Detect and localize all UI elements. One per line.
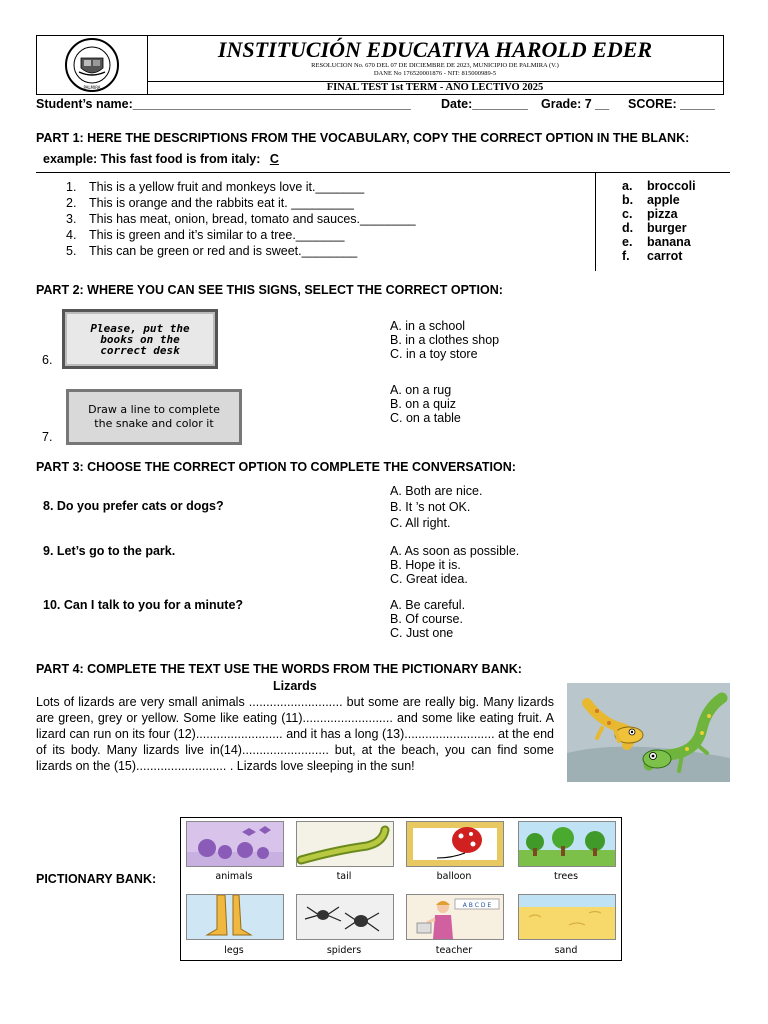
student-name-field[interactable]: Student’s name:________________________________________ (36, 97, 411, 111)
board-letters: A B C D E (462, 902, 492, 909)
answer-option[interactable]: B. Of course. (390, 612, 463, 626)
q6-options (390, 319, 499, 361)
question-9: 9. Let’s go to the park. (43, 544, 176, 558)
sand-picture (518, 894, 616, 940)
part1-divider (595, 172, 596, 271)
svg-text:PALMIRA: PALMIRA (83, 85, 101, 90)
resolution-text: RESOLUCION No. 670 DEL 07 DE DICIEMBRE DE 2023, MUNICIPIO DE PALMIRA (V.) (311, 62, 559, 69)
question-10: 10. Can I talk to you for a minute? (43, 598, 244, 612)
bank-word: trees (553, 871, 579, 882)
lizards-paragraph: Lots of lizards are very small animals ........................... but some are really big. Many lizards are green, grey or yellow. Some like eating (11).......................... and some like eating fruit. A lizard can run on its four (12)......................... and it has a long (13).......................... at the end of its body. Many lizards live in(14)......................... but, at the beach, you can find some lizards on the (15).......................... . Lizards love sleeping in the sun! (36, 695, 554, 773)
q10-options (390, 598, 465, 640)
vocab-option: b. apple (622, 193, 680, 207)
bank-word: balloon (436, 871, 472, 882)
example-text: example: This fast food is from italy: (43, 152, 264, 166)
part3-title: PART 3: CHOOSE THE CORRECT OPTION TO COMPLETE THE CONVERSATION: (36, 460, 516, 474)
pictionary-bank (180, 817, 622, 961)
list-item: 5. This can be green or red and is sweet.________ (66, 244, 358, 258)
list-item: 1. This is a yellow fruit and monkeys love it._______ (66, 180, 365, 194)
list-item: 4. This is green and it’s similar to a tree._______ (66, 228, 345, 242)
answer-option[interactable]: A. Be careful. (390, 598, 466, 612)
answer-option[interactable]: B. Hope it is. (390, 558, 461, 572)
question-8: 8. Do you prefer cats or dogs? (43, 499, 224, 513)
date-field[interactable]: Date:________ (441, 97, 528, 111)
q9-options (390, 544, 519, 586)
answer-option[interactable]: C. Great idea. (390, 572, 468, 586)
teacher-picture (406, 894, 504, 940)
part1-example (43, 152, 285, 166)
answer-option[interactable]: A. in a school (390, 319, 466, 333)
vocab-options (622, 179, 696, 263)
dane-text: DANE No 176520001876 - NIT: 815000989-5 (373, 70, 497, 77)
lizards-picture (567, 683, 730, 782)
answer-option[interactable]: A. As soon as possible. (390, 544, 520, 558)
bank-word: animals (215, 871, 253, 882)
trees-picture (518, 821, 616, 867)
logo-cell (37, 36, 148, 94)
question-number: 6. (42, 353, 53, 367)
score-field[interactable]: SCORE: _____ (628, 97, 715, 111)
answer-option[interactable]: B. It ’s not OK. (390, 500, 471, 514)
answer-option[interactable]: A. on a rug (390, 383, 452, 397)
bank-word: sand (554, 945, 578, 956)
example-answer: C (269, 152, 279, 166)
part1-title: PART 1: HERE THE DESCRIPTIONS FROM THE VOCABULARY, COPY THE CORRECT OPTION IN THE BLANK: (36, 131, 690, 145)
text-title: Lizards (273, 679, 317, 693)
answer-option[interactable]: B. on a quiz (390, 397, 457, 411)
vocab-option: c. pizza (622, 207, 678, 221)
q8-options (390, 483, 482, 531)
sign-image-books: Please, put the books on the correct desk (62, 309, 218, 369)
pictionary-bank-label: PICTIONARY BANK: (36, 872, 157, 886)
animals-picture (186, 821, 284, 867)
bank-word: spiders (326, 945, 362, 956)
part2-title: PART 2: WHERE YOU CAN SEE THIS SIGNS, SELECT THE CORRECT OPTION: (36, 283, 503, 297)
bank-word: tail (336, 871, 352, 882)
tail-picture (296, 821, 394, 867)
grade-field[interactable]: Grade: 7 __ (541, 97, 610, 111)
header-box (36, 35, 724, 95)
vocab-option: d. burger (622, 221, 687, 235)
legs-picture (186, 894, 284, 940)
list-item: 2. This is orange and the rabbits eat it. _________ (66, 196, 354, 210)
vocab-option: f. carrot (622, 249, 683, 263)
answer-option[interactable]: C. All right. (390, 516, 451, 530)
answer-option[interactable]: C. in a toy store (390, 347, 478, 361)
part1-rule (36, 172, 730, 173)
term-title: FINAL TEST 1st TERM - AÑO LECTIVO 2025 (326, 82, 544, 93)
q7-options (390, 383, 461, 425)
school-seal-logo (37, 36, 147, 94)
sign-image-snake: Draw a line to complete the snake and color it (66, 389, 242, 445)
part1-items (66, 179, 586, 259)
answer-option[interactable]: A. Both are nice. (390, 484, 483, 498)
balloon-picture (406, 821, 504, 867)
question-number: 7. (42, 430, 53, 444)
bank-word: legs (224, 945, 244, 956)
part4-title: PART 4: COMPLETE THE TEXT USE THE WORDS FROM THE PICTIONARY BANK: (36, 662, 522, 676)
vocab-option: a. broccoli (622, 179, 696, 193)
list-item: 3. This has meat, onion, bread, tomato and sauces.________ (66, 212, 416, 226)
answer-option[interactable]: B. in a clothes shop (390, 333, 500, 347)
answer-option[interactable]: C. Just one (390, 626, 454, 640)
bank-word: teacher (435, 945, 473, 956)
vocab-option: e. banana (622, 235, 691, 249)
school-name: INSTITUCIÓN EDUCATIVA HAROLD EDER (217, 37, 653, 62)
answer-option[interactable]: C. on a table (390, 411, 461, 425)
spiders-picture (296, 894, 394, 940)
